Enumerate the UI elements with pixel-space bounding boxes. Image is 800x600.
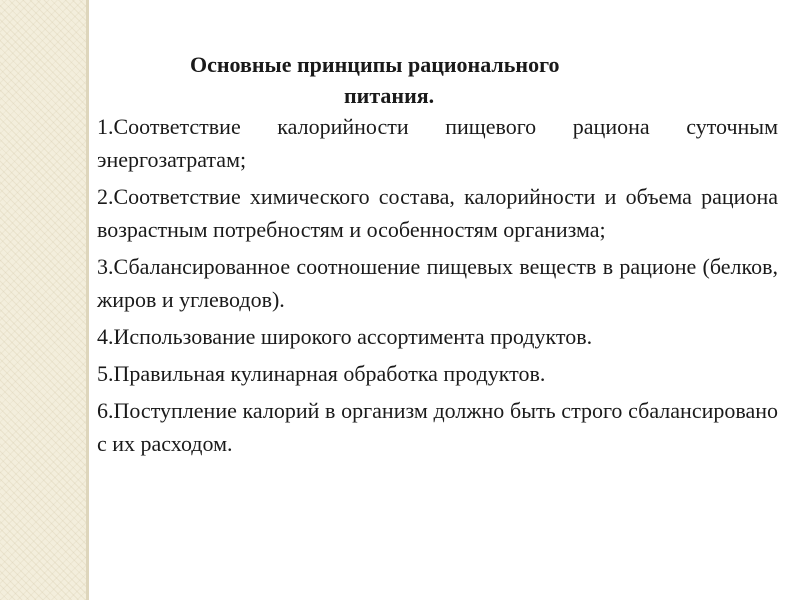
- slide-title-line-1: Основные принципы рационального: [190, 52, 560, 77]
- slide-title: [96, 49, 776, 111]
- list-item-4: 4.Использование широкого ассортимента продуктов.: [97, 324, 593, 349]
- list-item-2: 2.Соответствие химического состава, калорийности и объема рациона возрастным потребностям и особенностям организма;: [97, 184, 778, 242]
- list-item-3: 3.Сбалансированное соотношение пищевых веществ в рационе (белков, жиров и углеводов).: [97, 254, 778, 312]
- list-item-5: 5.Правильная кулинарная обработка продуктов.: [97, 361, 546, 386]
- list-item-1: 1.Соответствие калорийности пищевого рациона суточным энергозатратам;: [97, 114, 778, 172]
- decorative-side-band: [0, 0, 86, 600]
- principles-list: [97, 110, 778, 464]
- slide-title-line-2: питания.: [344, 83, 435, 108]
- list-item-6: 6.Поступление калорий в организм должно быть строго сбалансировано с их расходом.: [97, 398, 778, 456]
- side-divider: [86, 0, 89, 600]
